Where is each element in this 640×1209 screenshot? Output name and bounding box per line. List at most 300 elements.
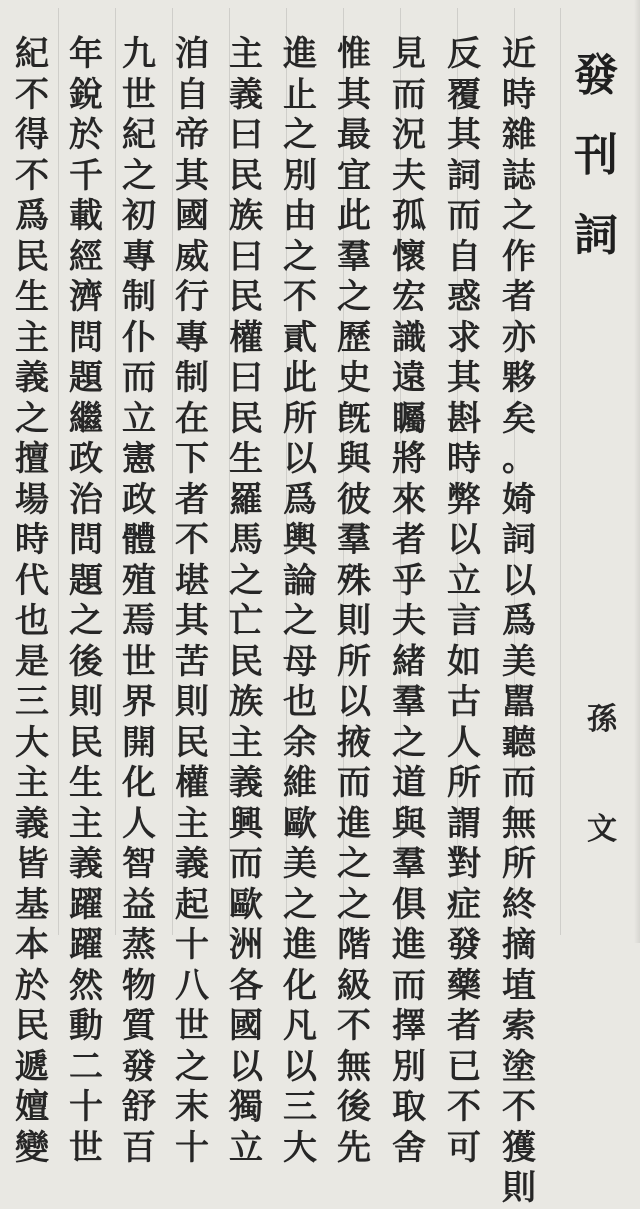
text-char: 已 [447,1046,481,1087]
text-char: 獨 [229,1087,263,1127]
text-char: 場 [15,479,49,520]
text-char: 由 [283,196,317,236]
text-char: 爲 [283,479,317,520]
text-char: 以 [337,682,371,722]
text-char: 權 [229,317,263,358]
text-char: 症 [447,884,481,925]
text-char: 馬 [229,520,263,560]
text-char: 洎 [175,34,209,74]
text-char: 況 [392,115,426,155]
text-char: 族 [229,196,263,236]
text-char: 之 [392,722,426,763]
text-char: 八 [175,965,209,1006]
text-char: 則 [69,682,103,722]
text-char: 帝 [175,115,209,155]
text-char: 以 [502,560,536,601]
text-char: 亡 [229,601,263,641]
text-char: 論 [283,560,317,601]
text-char: 濟 [69,277,103,317]
text-char: 焉 [122,601,156,641]
text-char: 進 [392,925,426,965]
text-char: 羣 [392,844,426,884]
text-column-2 [444,34,484,1168]
text-char: 遠 [392,358,426,398]
text-char: 之 [337,277,371,317]
text-char: 作 [502,236,536,277]
text-char: 十 [175,925,209,965]
text-char: 美 [283,844,317,884]
text-char: 益 [122,884,156,925]
text-char: 而 [502,763,536,803]
text-char: 也 [15,601,49,641]
text-char: 孫 [587,702,617,737]
text-char: 自 [175,74,209,115]
text-char: 矚 [392,398,426,439]
text-char: 先 [337,1127,371,1168]
text-char: 對 [447,844,481,884]
author-name [582,690,622,910]
text-char: 而 [392,74,426,115]
text-char: 民 [229,641,263,682]
text-char: 於 [15,965,49,1006]
text-char: 俱 [392,884,426,925]
text-char: 化 [283,965,317,1006]
text-char: 國 [229,1006,263,1046]
text-char: 而 [122,358,156,398]
text-char: 以 [229,1046,263,1087]
text-char: 義 [229,74,263,115]
text-char: 十 [175,1127,209,1168]
text-char: 獲 [502,1127,536,1168]
text-char: 躍 [69,925,103,965]
text-char: 專 [175,317,209,358]
text-char: 不 [15,74,49,115]
text-char: 十 [69,1087,103,1127]
text-char: 歐 [283,803,317,844]
text-char: 發 [447,925,481,965]
text-char: 文 [587,812,617,847]
text-char: 政 [69,439,103,479]
text-char: 曰 [229,236,263,277]
text-char: 不 [283,277,317,317]
text-char: 代 [15,560,49,601]
text-char: 制 [122,277,156,317]
text-char: 國 [175,196,209,236]
text-char: 也 [283,682,317,722]
text-char: 大 [283,1127,317,1168]
text-char: 末 [175,1087,209,1127]
text-char: 生 [229,439,263,479]
text-char: 起 [175,884,209,925]
text-char: 躍 [69,884,103,925]
text-char: 不 [502,1087,536,1127]
text-char: 制 [175,358,209,398]
text-char: 所 [337,641,371,682]
text-char: 堪 [175,560,209,601]
text-char: 專 [122,236,156,277]
text-char: 仆 [122,317,156,358]
text-char: 與 [392,803,426,844]
text-char: 題 [69,358,103,398]
text-char: 夥 [502,358,536,398]
text-char: 下 [175,439,209,479]
text-char: 行 [175,277,209,317]
text-char: 之 [502,196,536,236]
text-char: 之 [283,884,317,925]
text-char: 掖 [337,722,371,763]
page-edge-shadow [634,0,640,943]
text-char: 遞 [15,1046,49,1087]
text-char: 宏 [392,277,426,317]
text-char: 主 [15,763,49,803]
text-char: 將 [392,439,426,479]
text-char: 之 [229,560,263,601]
text-char: 求 [447,317,481,358]
text-char: 而 [447,196,481,236]
text-char: 動 [69,1006,103,1046]
text-char: 發 [574,50,618,101]
text-char: 爲 [502,601,536,641]
text-char: 進 [337,803,371,844]
text-char: 索 [502,1006,536,1046]
text-char: 擇 [392,1006,426,1046]
text-char: 世 [122,641,156,682]
text-char: 皆 [15,844,49,884]
text-char: 義 [15,358,49,398]
text-char: 治 [69,479,103,520]
text-char: 止 [283,74,317,115]
text-char: 。 [502,439,536,479]
text-char: 階 [337,925,371,965]
text-char: 取 [392,1087,426,1127]
text-char: 千 [69,155,103,196]
text-char: 主 [15,317,49,358]
text-char: 化 [122,763,156,803]
text-column-3 [389,34,429,1168]
text-char: 斟 [447,398,481,439]
text-char: 之 [122,155,156,196]
text-char: 舍 [392,1127,426,1168]
text-char: 彼 [337,479,371,520]
text-char: 見 [392,34,426,74]
text-char: 羣 [392,682,426,722]
text-char: 殊 [337,560,371,601]
text-char: 義 [69,844,103,884]
text-char: 興 [229,803,263,844]
text-char: 可 [447,1127,481,1168]
text-char: 政 [122,479,156,520]
text-char: 立 [229,1127,263,1168]
text-char: 而 [337,763,371,803]
text-char: 舒 [122,1087,156,1127]
text-char: 民 [229,155,263,196]
text-char: 以 [283,1046,317,1087]
text-char: 以 [447,520,481,560]
text-char: 進 [283,34,317,74]
text-char: 別 [283,155,317,196]
text-char: 苦 [175,641,209,682]
text-char: 此 [337,196,371,236]
text-char: 在 [175,398,209,439]
text-char: 以 [283,439,317,479]
text-char: 惑 [447,277,481,317]
text-char: 之 [15,398,49,439]
text-char: 塗 [502,1046,536,1087]
text-char: 其 [447,358,481,398]
text-char: 級 [337,965,371,1006]
text-char: 基 [15,884,49,925]
text-char: 如 [447,641,481,682]
text-char: 之 [283,236,317,277]
text-char: 不 [175,520,209,560]
text-char: 詞 [574,210,618,261]
text-char: 於 [69,115,103,155]
text-char: 近 [502,34,536,74]
text-char: 母 [283,641,317,682]
text-char: 民 [229,398,263,439]
text-char: 權 [175,763,209,803]
text-char: 物 [122,965,156,1006]
text-char: 世 [175,1006,209,1046]
text-char: 之 [175,1046,209,1087]
text-char: 緒 [392,641,426,682]
text-column-4 [334,34,374,1168]
text-char: 威 [175,236,209,277]
text-char: 後 [337,1087,371,1127]
text-char: 立 [447,560,481,601]
text-char: 史 [337,358,371,398]
column-rule [115,8,116,935]
text-char: 所 [283,398,317,439]
text-char: 雜 [502,115,536,155]
text-char: 婍 [502,479,536,520]
text-char: 之 [337,844,371,884]
text-char: 之 [283,115,317,155]
text-char: 無 [337,1046,371,1087]
text-char: 曰 [229,115,263,155]
text-char: 羣 [337,236,371,277]
text-char: 孤 [392,196,426,236]
text-char: 三 [283,1087,317,1127]
text-char: 憲 [122,439,156,479]
text-char: 界 [122,682,156,722]
text-char: 智 [122,844,156,884]
text-char: 體 [122,520,156,560]
text-char: 經 [69,236,103,277]
text-char: 來 [392,479,426,520]
text-char: 自 [447,236,481,277]
text-char: 質 [122,1006,156,1046]
text-char: 識 [392,317,426,358]
text-char: 則 [175,682,209,722]
text-char: 嬗 [15,1087,49,1127]
text-char: 爲 [15,196,49,236]
text-char: 民 [15,1006,49,1046]
text-char: 進 [283,925,317,965]
text-char: 者 [392,520,426,560]
text-char: 其 [175,155,209,196]
text-char: 民 [15,236,49,277]
text-char: 刊 [574,130,618,181]
text-char: 無 [502,803,536,844]
text-char: 終 [502,884,536,925]
text-char: 聽 [502,722,536,763]
text-char: 曰 [229,358,263,398]
text-char: 民 [69,722,103,763]
text-char: 然 [69,965,103,1006]
text-char: 擅 [15,439,49,479]
text-char: 銳 [69,74,103,115]
text-char: 問 [69,317,103,358]
text-char: 埴 [502,965,536,1006]
text-char: 貳 [283,317,317,358]
text-char: 年 [69,34,103,74]
text-char: 不 [337,1006,371,1046]
text-char: 時 [15,520,49,560]
text-char: 而 [229,844,263,884]
text-char: 歷 [337,317,371,358]
text-char: 則 [337,601,371,641]
text-char: 此 [283,358,317,398]
text-char: 主 [229,722,263,763]
text-char: 矣 [502,398,536,439]
text-char: 最 [337,115,371,155]
text-char: 道 [392,763,426,803]
text-char: 維 [283,763,317,803]
text-char: 百 [122,1127,156,1168]
text-char: 不 [15,155,49,196]
text-char: 弊 [447,479,481,520]
text-char: 主 [69,803,103,844]
text-char: 旣 [337,398,371,439]
text-char: 義 [15,803,49,844]
text-column-9 [66,34,106,1168]
text-char: 之 [337,884,371,925]
text-char: 之 [69,601,103,641]
text-char: 所 [502,844,536,884]
column-rule [560,8,561,935]
text-char: 是 [15,641,49,682]
text-char: 歐 [229,884,263,925]
text-char: 其 [175,601,209,641]
text-char: 主 [229,34,263,74]
text-char: 各 [229,965,263,1006]
text-column-8 [119,34,159,1168]
text-char: 世 [69,1127,103,1168]
text-column-5 [280,34,320,1168]
text-char: 所 [447,763,481,803]
text-char: 生 [69,763,103,803]
text-char: 洲 [229,925,263,965]
text-column-7 [172,34,212,1168]
text-char: 人 [447,722,481,763]
text-char: 者 [175,479,209,520]
text-char: 別 [392,1046,426,1087]
text-char: 余 [283,722,317,763]
text-char: 世 [122,74,156,115]
text-char: 與 [337,439,371,479]
text-char: 民 [229,277,263,317]
text-char: 嚚 [502,682,536,722]
text-char: 不 [447,1087,481,1127]
text-char: 言 [447,601,481,641]
text-char: 覆 [447,74,481,115]
text-char: 懷 [392,236,426,277]
text-char: 惟 [337,34,371,74]
text-char: 之 [283,601,317,641]
text-char: 時 [502,74,536,115]
text-char: 問 [69,520,103,560]
text-char: 謂 [447,803,481,844]
text-char: 古 [447,682,481,722]
text-char: 義 [229,763,263,803]
text-char: 紀 [122,115,156,155]
text-char: 則 [502,1168,536,1208]
text-char: 開 [122,722,156,763]
text-char: 其 [337,74,371,115]
text-char: 本 [15,925,49,965]
text-char: 羅 [229,479,263,520]
text-char: 夫 [392,155,426,196]
text-char: 輿 [283,520,317,560]
text-char: 初 [122,196,156,236]
text-column-1 [499,34,539,1209]
text-char: 主 [175,803,209,844]
text-char: 詞 [447,155,481,196]
text-char: 蒸 [122,925,156,965]
text-column-10 [12,34,52,1168]
text-char: 凡 [283,1006,317,1046]
text-char: 時 [447,439,481,479]
text-char: 立 [122,398,156,439]
text-char: 詞 [502,520,536,560]
text-char: 亦 [502,317,536,358]
text-char: 變 [15,1127,49,1168]
article-title [568,36,624,276]
text-char: 紀 [15,34,49,74]
text-char: 藥 [447,965,481,1006]
text-char: 族 [229,682,263,722]
text-char: 殖 [122,560,156,601]
text-char: 二 [69,1046,103,1087]
text-char: 大 [15,722,49,763]
text-char: 人 [122,803,156,844]
text-char: 宜 [337,155,371,196]
text-char: 發 [122,1046,156,1087]
text-char: 得 [15,115,49,155]
text-char: 繼 [69,398,103,439]
text-char: 乎 [392,560,426,601]
column-rule [58,8,59,935]
text-char: 生 [15,277,49,317]
text-char: 摘 [502,925,536,965]
text-char: 夫 [392,601,426,641]
text-char: 誌 [502,155,536,196]
text-char: 民 [175,722,209,763]
text-char: 義 [175,844,209,884]
text-char: 反 [447,34,481,74]
text-char: 後 [69,641,103,682]
text-char: 載 [69,196,103,236]
text-char: 九 [122,34,156,74]
text-column-6 [226,34,266,1168]
text-char: 美 [502,641,536,682]
text-char: 者 [447,1006,481,1046]
text-char: 題 [69,560,103,601]
text-char: 其 [447,115,481,155]
text-char: 者 [502,277,536,317]
text-char: 三 [15,682,49,722]
